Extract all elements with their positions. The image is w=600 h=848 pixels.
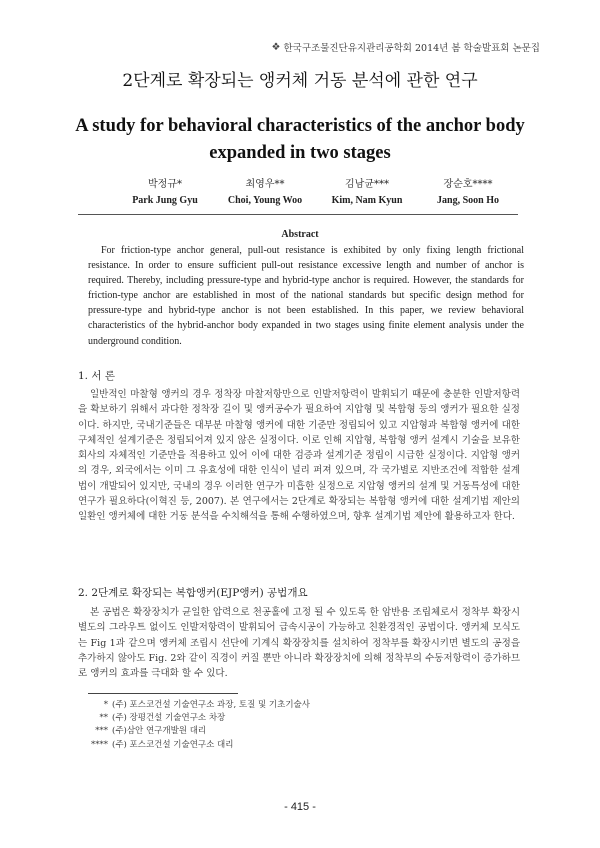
footnote-mark: ** — [99, 713, 108, 724]
diamond-bullet-icon: ❖ — [271, 41, 281, 53]
author-4 — [413, 175, 523, 206]
author-name-english: Park Jung Gyu — [132, 195, 198, 206]
section-1-body: 일반적인 마찰형 앵커의 경우 정착장 마찰저항만으로 인발저항력이 발휘되기 때문에 충분한 인발저항력을 확보하기 위해서 과다한 정착장 길이 및 앵커공수가 필요하여 지압형 및 복합형 등의 앵커가 필요한 실정이다. 하지만, 국내기준들은 대부분 마찰형 앵커에 대한 기준만 정립되어 있고 지압형과 복합형 앵커에 대한 구체적인 설계기준은 정립되어져 있지 않은 실정이다. 이로 인해 지압형, 복합형 앵커 설계시 기술을 보유한 회사의 자체적인 기준만을 적용하고 있어 이에 대한 검증과 설계기준 정립이 시급한 실정이다. 지압형 앵커의 경우, 외국에서는 이미 그 유효성에 대한 인식이 널리 퍼져 있으며, 각 국가별로 지반조건에 적합한 설계법이 개발되어 있지만, 국내의 경우 이러한 연구가 미흡한 실정으로 지압형 앵커의 설계 및 거동특성에 대한 연구가 필요하다(이혁진 등, 2007). 본 연구에서는 2단계로 확장되는 복합형 앵커에 대한 설계기법 제안의 일환인 앵커체에 대한 거동 분석을 수치해석을 통해 수행하였으며, 향후 설계기법 제안에 활용하고자 한다. — [78, 389, 520, 523]
paper-title-english — [70, 113, 530, 167]
title-divider — [78, 214, 518, 215]
abstract-heading: Abstract — [281, 229, 319, 240]
author-name-korean: 장순호**** — [443, 179, 493, 190]
footnote-mark: **** — [91, 739, 108, 750]
paper-title-english-line2: expanded in two stages — [209, 143, 391, 163]
footnote-text: (주) 포스코건설 기술연구소 대리 — [112, 739, 234, 750]
author-3 — [312, 175, 422, 206]
author-name-english: Choi, Young Woo — [227, 195, 303, 206]
author-name-korean: 최영우** — [245, 179, 285, 190]
abstract-body: For friction-type anchor general, pull-out resistance is exhibited by only fixing length frictional resistance. In order to ensure sufficient pull-out resistance excessive length and number of anchor is required. Thereby, including pressure-type and hybrid-type anchor is required. However, the standards for friction-type anchor are established in most of the national standards but specific design method for pressure-type and hybrid-type anchor is not been established. In this paper, we review behavioral characteristics of the hybrid-anchor body expanded in two stages using finite element analysis under the underground condition. — [88, 245, 524, 347]
footnote-text: (주)삼안 연구개발원 대리 — [112, 726, 207, 737]
running-header — [272, 40, 540, 54]
footnote-mark: *** — [95, 726, 108, 737]
paper-title-korean: 2단계로 확장되는 앵커체 거동 분석에 관한 연구 — [122, 71, 478, 91]
footnote — [80, 699, 310, 712]
footnote — [80, 725, 310, 738]
footnote — [80, 712, 310, 725]
running-header-text: 한국구조물진단유지관리공학회 2014년 봄 학술발표회 논문집 — [283, 43, 540, 54]
page-number: - 415 - — [284, 801, 316, 813]
footnote — [80, 739, 310, 752]
footnote-text: (주) 장평건설 기술연구소 차장 — [112, 713, 226, 724]
section-2-heading: 2. 2단계로 확장되는 복합앵커(EJP앵커) 공법개요 — [78, 587, 308, 599]
section-2-body: 본 공법은 확장장치가 균일한 압력으로 천공홀에 고정 될 수 있도록 한 암반용 조립체로서 정착부 확장시 별도의 그라우트 없이도 인발저항력이 발휘되어 급속시공이 가능하고 친환경적인 공법이다. 앵커체 모식도는 Fig 1과 같으며 앵커체 조립시 선단에 기계식 확장장치를 설치하여 정착부를 확장시키면 별도의 공정을 추가하지 않아도 Fig. 2와 같이 직경이 커질 뿐만 아니라 확장장치에 의해 정착부의 수동저항력이 증가하므로 앵커의 효과를 극대화 할 수 있다. — [78, 607, 520, 680]
footnotes — [80, 699, 310, 752]
footnote-text: (주) 포스코건설 기술연구소 과장, 토질 및 기초기술사 — [112, 700, 310, 710]
section-1-heading: 1. 서 론 — [78, 370, 115, 382]
author-name-english: Kim, Nam Kyun — [331, 195, 403, 206]
footnote-mark: * — [103, 700, 108, 710]
paper-title-english-line1: A study for behavioral characteristics of the anchor body — [75, 116, 525, 136]
author-name-english: Jang, Soon Ho — [437, 195, 499, 206]
footnote-divider — [88, 693, 238, 694]
author-1 — [110, 175, 220, 206]
author-name-korean: 박정규* — [148, 179, 182, 190]
author-name-korean: 김남균*** — [345, 179, 389, 190]
author-2 — [210, 175, 320, 206]
